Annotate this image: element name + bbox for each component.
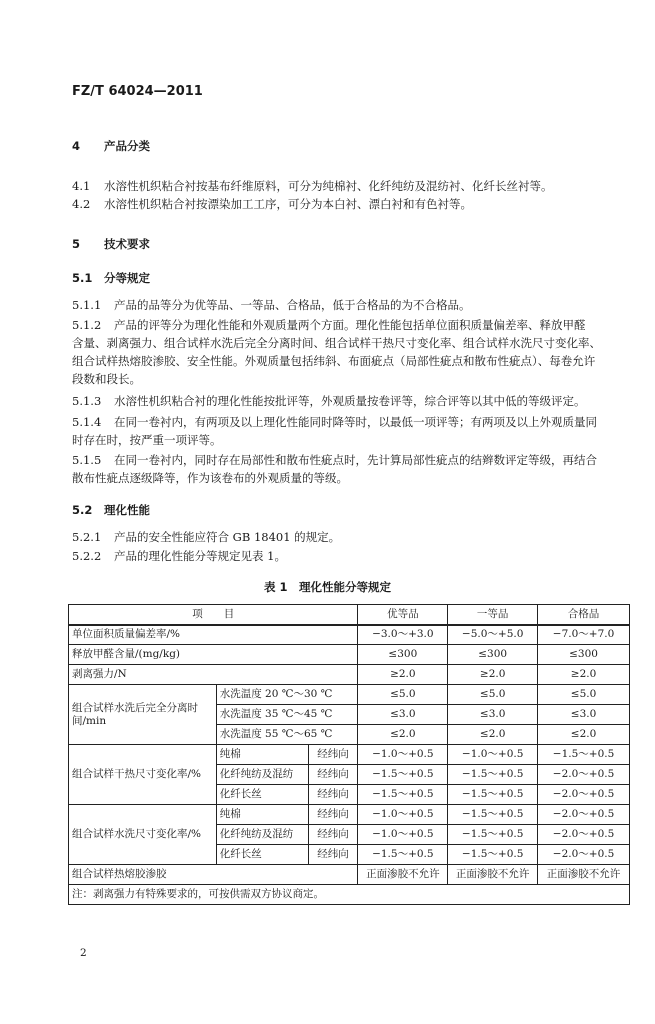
cell-value: ≥2.0 bbox=[358, 665, 448, 685]
clause-text: 在同一卷衬内，有两项及以上理化性能同时降等时，以最低一项评等；有两项及以上外观质量同 bbox=[114, 415, 597, 429]
clause-5-1-1 bbox=[72, 297, 471, 313]
cell-value: 正面渗胶不允许 bbox=[448, 865, 538, 885]
table-row bbox=[69, 685, 630, 705]
direction-label: 经纬向 bbox=[308, 785, 358, 805]
cell-value: −1.5～+0.5 bbox=[538, 745, 630, 765]
table-row bbox=[69, 665, 630, 685]
cell-value: ≥2.0 bbox=[538, 665, 630, 685]
cell-value: −1.5～+0.5 bbox=[448, 765, 538, 785]
section-title: 技术要求 bbox=[104, 237, 150, 251]
row-label: 组合试样热熔胶渗胶 bbox=[69, 865, 358, 885]
clause-text: 水溶性机织粘合衬按漂染加工工序，可分为本白衬、漂白衬和有色衬等。 bbox=[104, 197, 472, 211]
cell-value: ≤3.0 bbox=[448, 705, 538, 725]
section-title: 理化性能 bbox=[104, 503, 150, 517]
row-label: 剥离强力/N bbox=[69, 665, 358, 685]
cell-value: −1.5～+0.5 bbox=[448, 785, 538, 805]
table-header-row bbox=[69, 605, 630, 625]
cell-value: −3.0～+3.0 bbox=[358, 625, 448, 645]
direction-label: 经纬向 bbox=[308, 805, 358, 825]
cell-value: ≤300 bbox=[358, 645, 448, 665]
clause-number: 5.1.4 bbox=[72, 415, 102, 429]
clause-5-1-4 bbox=[72, 414, 597, 430]
clause-5-1-5 bbox=[72, 452, 597, 468]
section-5-1-heading bbox=[72, 270, 150, 286]
cell-value: ≤300 bbox=[448, 645, 538, 665]
header-grade-premium: 优等品 bbox=[358, 605, 448, 625]
clause-5-2-1 bbox=[72, 529, 340, 545]
clause-4-2 bbox=[72, 196, 472, 212]
table-row bbox=[69, 805, 630, 825]
clause-number: 5.2.1 bbox=[72, 530, 102, 544]
direction-label: 经纬向 bbox=[308, 825, 358, 845]
sub-label: 水洗温度 35 ℃～45 ℃ bbox=[216, 705, 358, 725]
table-row bbox=[69, 745, 630, 765]
clause-number: 5.2.2 bbox=[72, 549, 102, 563]
clause-text-continued: 段数和段长。 bbox=[72, 372, 141, 386]
cell-value: ≤2.0 bbox=[448, 725, 538, 745]
table-row bbox=[69, 645, 630, 665]
cell-value: −1.5～+0.5 bbox=[448, 825, 538, 845]
sub-label: 化纤长丝 bbox=[216, 845, 308, 865]
clause-5-1-3 bbox=[72, 393, 586, 409]
cell-value: ≤2.0 bbox=[358, 725, 448, 745]
cell-value: −2.0～+0.5 bbox=[538, 805, 630, 825]
clause-text-continued: 时存在时，按严重一项评等。 bbox=[72, 433, 222, 447]
cell-value: −1.5～+0.5 bbox=[358, 765, 448, 785]
header-grade-qualified: 合格品 bbox=[538, 605, 630, 625]
cell-value: ≤5.0 bbox=[538, 685, 630, 705]
section-number: 5 bbox=[72, 237, 81, 251]
cell-value: ≤5.0 bbox=[448, 685, 538, 705]
clause-text: 水溶性机织粘合衬的理化性能按批评等，外观质量按卷评等，综合评等以其中低的等级评定。 bbox=[114, 394, 586, 408]
cell-value: −1.0～+0.5 bbox=[448, 745, 538, 765]
section-title: 产品分类 bbox=[104, 139, 150, 153]
cell-value: −5.0～+5.0 bbox=[448, 625, 538, 645]
section-title: 分等规定 bbox=[104, 271, 150, 285]
clause-text-continued: 含量、剥离强力、组合试样水洗后完全分离时间、组合试样干热尺寸变化率、组合试样水洗尺寸变化率、 bbox=[72, 336, 601, 350]
table-row bbox=[69, 625, 630, 645]
clause-text: 产品的安全性能应符合 GB 18401 的规定。 bbox=[114, 530, 341, 544]
cell-value: −2.0～+0.5 bbox=[538, 785, 630, 805]
cell-value: −1.5～+0.5 bbox=[358, 845, 448, 865]
clause-5-2-2 bbox=[72, 548, 286, 564]
section-5-2-heading bbox=[72, 502, 150, 518]
clause-number: 5.1.5 bbox=[72, 453, 102, 467]
sub-label: 化纤纯纺及混纺 bbox=[216, 825, 308, 845]
sub-label: 纯棉 bbox=[216, 805, 308, 825]
clause-number: 5.1.3 bbox=[72, 394, 102, 408]
section-4-heading bbox=[72, 138, 150, 154]
section-number: 5.2 bbox=[72, 503, 93, 517]
clause-text-continued: 组合试样热熔胶渗胶、安全性能。外观质量包括纬斜、布面疵点（局部性疵点和散布性疵点）、每卷允许 bbox=[72, 354, 596, 368]
clause-text: 在同一卷衬内，同时存在局部性和散布性疵点时，先计算局部性疵点的结辫数评定等级，再结合 bbox=[114, 453, 597, 467]
clause-number: 5.1.1 bbox=[72, 298, 102, 312]
cell-value: −2.0～+0.5 bbox=[538, 825, 630, 845]
row-label: 组合试样干热尺寸变化率/% bbox=[69, 745, 217, 805]
cell-value: −1.0～+0.5 bbox=[358, 805, 448, 825]
clause-5-1-2 bbox=[72, 317, 586, 333]
cell-value: −2.0～+0.5 bbox=[538, 765, 630, 785]
row-label: 单位面积质量偏差率/% bbox=[69, 625, 358, 645]
cell-value: ≤300 bbox=[538, 645, 630, 665]
sub-label: 水洗温度 55 ℃～65 ℃ bbox=[216, 725, 358, 745]
clause-text: 产品的理化性能分等规定见表 1。 bbox=[114, 549, 286, 563]
cell-value: ≤2.0 bbox=[538, 725, 630, 745]
standard-number-header: FZ/T 64024—2011 bbox=[72, 84, 203, 99]
cell-value: ≥2.0 bbox=[448, 665, 538, 685]
row-label: 组合试样水洗后完全分离时间/min bbox=[69, 685, 217, 745]
clause-number: 4.1 bbox=[72, 179, 91, 193]
direction-label: 经纬向 bbox=[308, 765, 358, 785]
table-row bbox=[69, 865, 630, 885]
cell-value: ≤5.0 bbox=[358, 685, 448, 705]
clause-text: 水溶性机织粘合衬按基布纤维原料，可分为纯棉衬、化纤纯纺及混纺衬、化纤长丝衬等。 bbox=[104, 179, 553, 193]
clause-text-continued: 散布性疵点逐级降等，作为该卷布的外观质量的等级。 bbox=[72, 471, 348, 485]
clause-4-1 bbox=[72, 178, 553, 194]
cell-value: ≤3.0 bbox=[358, 705, 448, 725]
clause-text: 产品的评等分为理化性能和外观质量两个方面。理化性能包括单位面积质量偏差率、释放甲醛 bbox=[114, 318, 586, 332]
cell-value: −2.0～+0.5 bbox=[538, 845, 630, 865]
row-label: 释放甲醛含量/(mg/kg) bbox=[69, 645, 358, 665]
cell-value: −1.0～+0.5 bbox=[358, 825, 448, 845]
section-number: 5.1 bbox=[72, 271, 93, 285]
clause-text: 产品的品等分为优等品、一等品、合格品，低于合格品的为不合格品。 bbox=[114, 298, 471, 312]
direction-label: 经纬向 bbox=[308, 845, 358, 865]
sub-label: 化纤纯纺及混纺 bbox=[216, 765, 308, 785]
direction-label: 经纬向 bbox=[308, 745, 358, 765]
table-caption: 表 1 理化性能分等规定 bbox=[263, 580, 391, 594]
sub-label: 纯棉 bbox=[216, 745, 308, 765]
sub-label: 化纤长丝 bbox=[216, 785, 308, 805]
page-number: 2 bbox=[80, 947, 87, 959]
table-note-row bbox=[69, 885, 630, 905]
cell-value: 正面渗胶不允许 bbox=[358, 865, 448, 885]
sub-label: 水洗温度 20 ℃～30 ℃ bbox=[216, 685, 358, 705]
clause-number: 5.1.2 bbox=[72, 318, 102, 332]
cell-value: ≤3.0 bbox=[538, 705, 630, 725]
section-5-heading bbox=[72, 236, 150, 252]
cell-value: −7.0～+7.0 bbox=[538, 625, 630, 645]
grading-table bbox=[68, 604, 630, 905]
cell-value: −1.5～+0.5 bbox=[448, 845, 538, 865]
clause-number: 4.2 bbox=[72, 197, 91, 211]
cell-value: −1.5～+0.5 bbox=[448, 805, 538, 825]
header-grade-first: 一等品 bbox=[448, 605, 538, 625]
table-note: 注：剥离强力有特殊要求的，可按供需双方协议商定。 bbox=[69, 885, 630, 905]
header-item: 项 目 bbox=[69, 605, 358, 625]
section-number: 4 bbox=[72, 139, 81, 153]
cell-value: −1.5～+0.5 bbox=[358, 785, 448, 805]
row-label: 组合试样水洗尺寸变化率/% bbox=[69, 805, 217, 865]
cell-value: 正面渗胶不允许 bbox=[538, 865, 630, 885]
cell-value: −1.0～+0.5 bbox=[358, 745, 448, 765]
